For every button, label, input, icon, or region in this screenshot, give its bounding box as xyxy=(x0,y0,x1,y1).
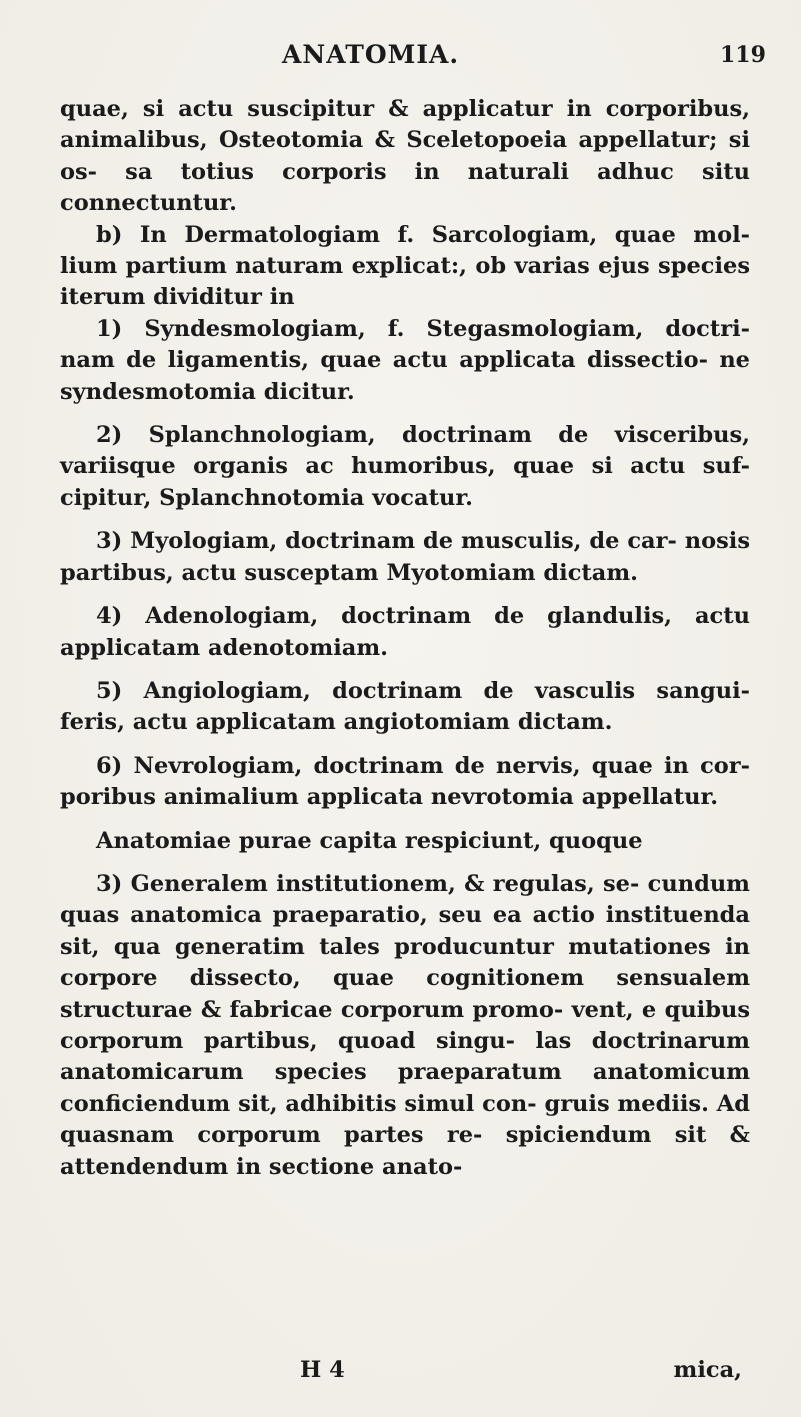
paragraph-continuation: quae, si actu suscipitur & applicatur in corporibus, animalibus, Osteotomia & Sceletopoeia appellatur; si os- sa totius corporis in naturali adhuc situ connectuntur. xyxy=(60,96,750,217)
paragraph-generalem-institutionem: 3) Generalem institutionem, & regulas, se- cundum quas anatomica praeparatio, seu ea actio instituenda sit, qua generatim tales producuntur mutationes in corpore dissecto, quae cognitionem sensualem structurae & fabricae corporum promo- vent, e quibus corporum partibus, quoad singu- las doctrinarum anatomicarum species praeparatum anatomicum conficiendum sit, adhibitis simul con- gruis mediis. Ad quasnam corporum partes re- spiciendum sit & attendendum in sectione anato- xyxy=(60,870,750,1180)
page-body xyxy=(60,94,750,1183)
paragraph-myologia: 3) Myologiam, doctrinam de musculis, de car- nosis partibus, actu susceptam Myotomiam dictam. xyxy=(60,528,750,586)
paragraph-dermatologia: b) In Dermatologiam f. Sarcologiam, quae mol- lium partium naturam explicat:, ob varias ejus species iterum dividitur in xyxy=(60,221,750,311)
page-number: 119 xyxy=(720,42,766,68)
paragraph-angiologia: 5) Angiologiam, doctrinam de vasculis sangui- feris, actu applicatam angiotomiam dictam. xyxy=(60,677,750,736)
catchword: mica, xyxy=(673,1357,742,1383)
running-title: ANATOMIA. xyxy=(282,40,460,69)
page-footer xyxy=(60,1357,750,1391)
signature-mark: H 4 xyxy=(300,1357,345,1383)
paragraph-adenologia: 4) Adenologiam, doctrinam de glandulis, actu applicatam adenotomiam. xyxy=(60,603,750,661)
page-header xyxy=(0,40,801,80)
paragraph-splanchnologia: 2) Splanchnologiam, doctrinam de visceribus, variisque organis ac humoribus, quae si actu suf- cipitur, Splanchnotomia vocatur. xyxy=(60,422,750,511)
paragraph-anatomiae-purae: Anatomiae purae capita respiciunt, quoque xyxy=(96,827,643,854)
paragraph-syndesmologia: 1) Syndesmologiam, f. Stegasmologiam, doctri- nam de ligamentis, quae actu applicata dissectio- ne syndesmotomia dicitur. xyxy=(60,315,750,405)
paragraph-nevrologia: 6) Nevrologiam, doctrinam de nervis, quae in cor- poribus animalium applicata nevrotomia appellatur. xyxy=(60,752,750,811)
